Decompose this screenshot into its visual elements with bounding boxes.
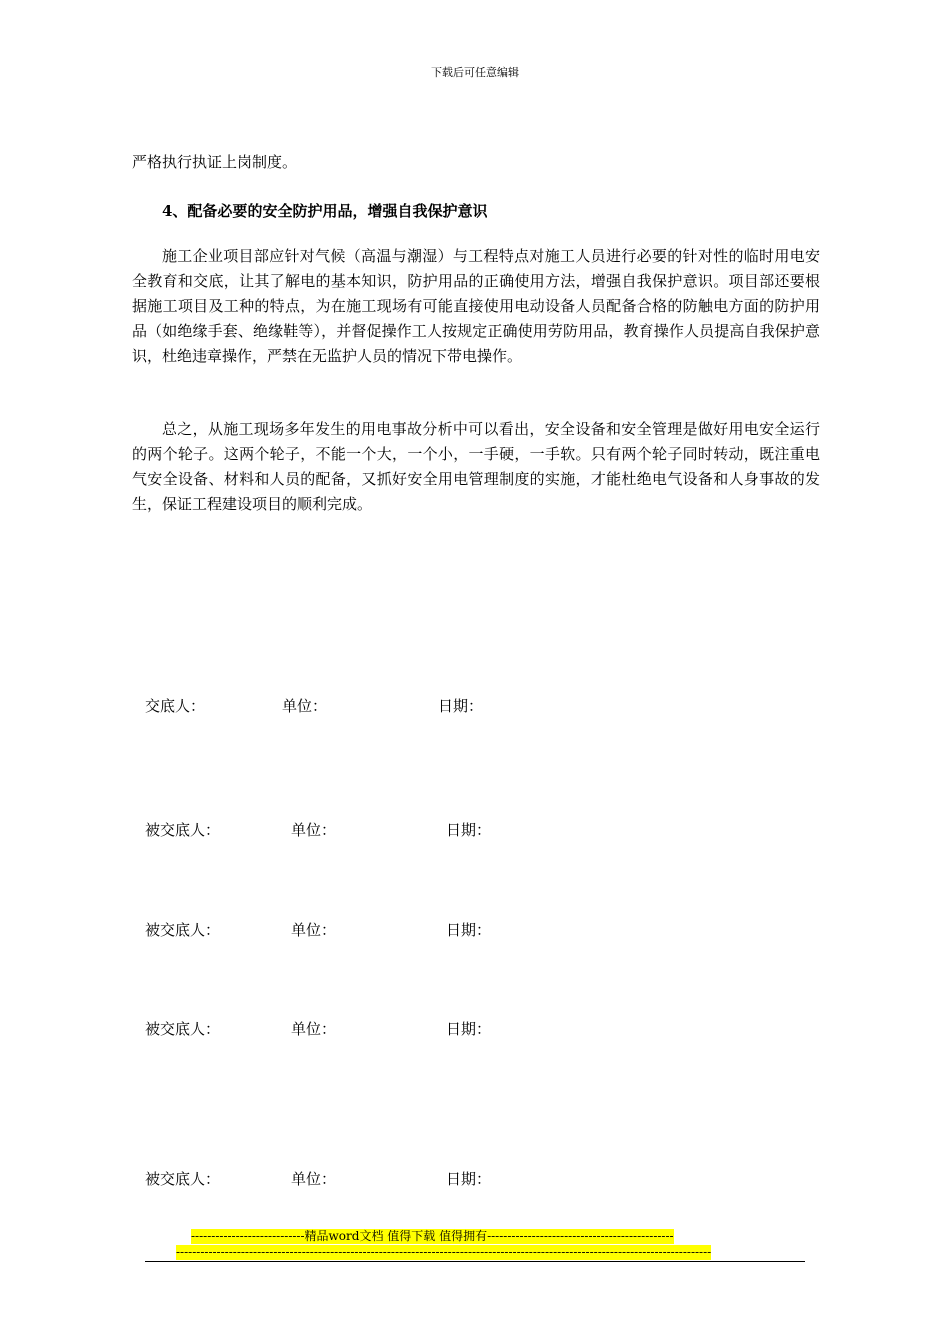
recipient-label: 被交底人： xyxy=(145,1020,221,1038)
date-label: 日期： xyxy=(438,697,484,715)
signature-row-recipient xyxy=(0,1018,950,1040)
footer-banner-line: ----------------------------精品word文档 值得下载 值得拥有---------------------------------------------- xyxy=(191,1229,674,1243)
closing-line: 严格执行执证上岗制度。 xyxy=(132,153,298,171)
signature-row-recipient xyxy=(0,919,950,941)
section-heading-4: 4、配备必要的安全防护用品，增强自我保护意识 xyxy=(162,202,488,220)
date-label: 日期： xyxy=(446,921,492,939)
date-label: 日期： xyxy=(446,1170,492,1188)
unit-label: 单位： xyxy=(282,697,328,715)
recipient-label: 被交底人： xyxy=(145,821,221,839)
date-label: 日期： xyxy=(446,821,492,839)
header-note: 下载后可任意编辑 xyxy=(431,66,519,79)
unit-label: 单位： xyxy=(291,1020,337,1038)
unit-label: 单位： xyxy=(291,821,337,839)
unit-label: 单位： xyxy=(291,1170,337,1188)
signature-row-recipient xyxy=(0,1168,950,1190)
recipient-label: 被交底人： xyxy=(145,1170,221,1188)
footer-dash-line: ------------------------------------------------------------------------------------------------------------------------------------ xyxy=(176,1245,712,1259)
discloser-label: 交底人： xyxy=(145,697,206,715)
paragraph-protective-equipment: 施工企业项目部应针对气候（高温与潮湿）与工程特点对施工人员进行必要的针对性的临时用电安全教育和交底，让其了解电的基本知识，防护用品的正确使用方法，增强自我保护意识。项目部还要根据施工项目及工种的特点，为在施工现场有可能直接使用电动设备人员配备合格的防触电方面的防护用品（如绝缘手套、绝缘鞋等），并督促操作工人按规定正确使用劳防用品，教育操作人员提高自我保护意识，杜绝违章操作，严禁在无监护人员的情况下带电操作。 xyxy=(132,247,820,365)
signature-row-discloser xyxy=(0,695,950,717)
footer-divider xyxy=(145,1261,805,1262)
unit-label: 单位： xyxy=(291,921,337,939)
signature-row-recipient xyxy=(0,819,950,841)
recipient-label: 被交底人： xyxy=(145,921,221,939)
date-label: 日期： xyxy=(446,1020,492,1038)
paragraph-summary: 总之，从施工现场多年发生的用电事故分析中可以看出，安全设备和安全管理是做好用电安全运行的两个轮子。这两个轮子，不能一个大，一个小，一手硬，一手软。只有两个轮子同时转动，既注重电气安全设备、材料和人员的配备，又抓好安全用电管理制度的实施，才能杜绝电气设备和人身事故的发生，保证工程建设项目的顺利完成。 xyxy=(132,420,820,513)
